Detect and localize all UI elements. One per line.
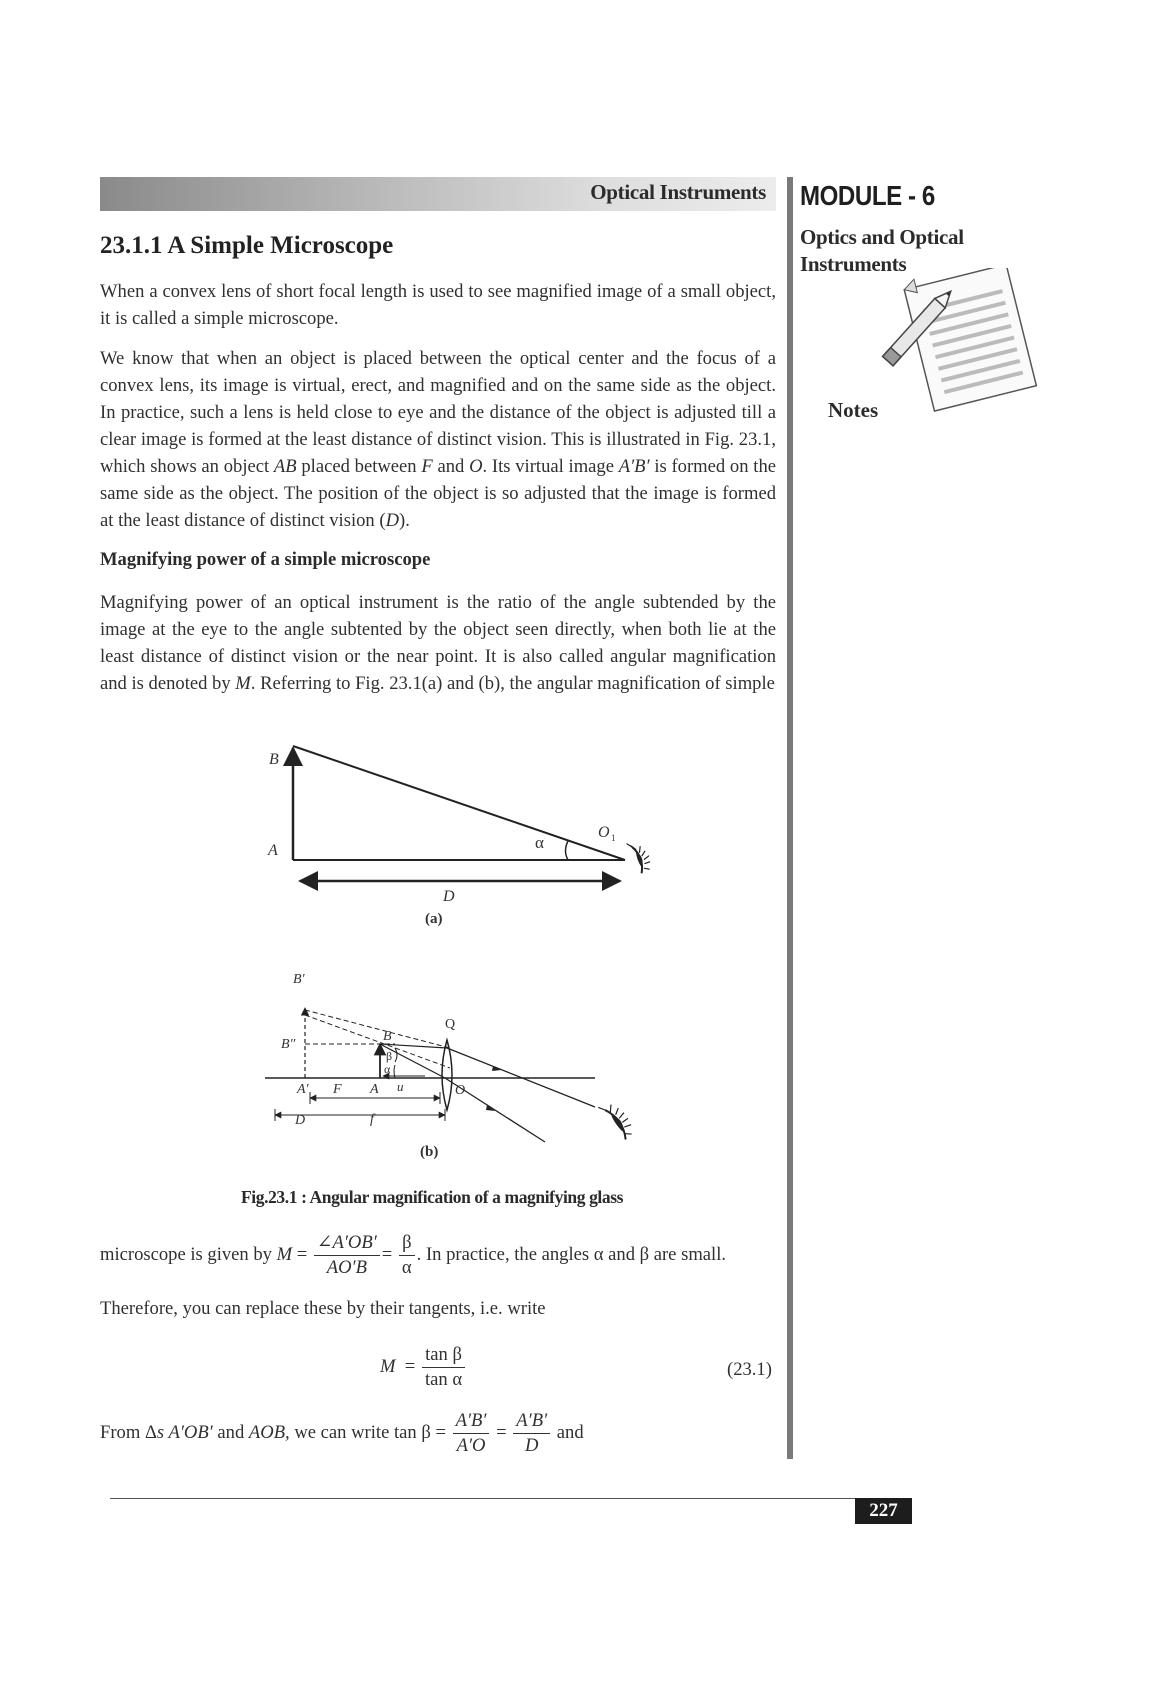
section-title: 23.1.1 A Simple Microscope	[100, 232, 394, 259]
label-a-prime: A′	[297, 1082, 309, 1097]
beta-arc	[395, 1048, 397, 1062]
label-alpha: α	[535, 833, 544, 852]
label-b: B	[383, 1029, 392, 1044]
fraction-tan-ratio: $\frac{\text{tan β}}{\text{tan α}}$	[422, 1344, 465, 1391]
subheading-magnifying-power: Magnifying power of a simple microscope	[100, 549, 431, 570]
paragraph-intro: When a convex lens of short focal length is used to see magnified image of a small object, it is called a simple microscope.	[100, 281, 776, 329]
figure-a-label: (a)	[425, 911, 443, 927]
label-b: B	[269, 751, 279, 768]
fraction-angle-ratio: $\frac{\angle A'OB'}{AO'B}$	[314, 1232, 380, 1279]
label-b-double-prime: B″	[281, 1037, 296, 1052]
running-header-title: Optical Instruments	[590, 180, 766, 204]
label-u: u	[397, 1079, 404, 1094]
label-b-prime: B′	[293, 972, 305, 987]
angle-arc	[566, 841, 569, 860]
label-o1-sub: 1	[611, 833, 616, 843]
ray-line	[293, 746, 625, 860]
label-d: D	[443, 888, 455, 905]
label-a: A	[370, 1082, 379, 1097]
notes-label: Notes	[828, 398, 879, 422]
equation-line-2: Therefore, you can replace these by their tangents, i.e. write	[100, 1298, 546, 1319]
label-beta: β	[386, 1049, 393, 1063]
equation-line-1: microscope is given by M = $\frac{\angle A'OB'}{AO'B}$ = $\frac{\beta}{\alpha}$ . In practice, the angles α and β are small.	[100, 1232, 727, 1278]
paragraph-magnifying-power: Magnifying power of an optical instrument is the ratio of the angle subtended by the image at the eye to the angle subtented by the object seen directly, when both lie at the least distance of distinct vision or the near point. It is also called angular magnification and is denoted by M. Referring to Fig. 23.1(a) and (b), the angular magnification of simple	[100, 592, 776, 694]
figure-b-label: (b)	[420, 1144, 439, 1160]
equation-line-3: From Δs A′OB′ and AOB, we can write tan β = $\frac{A'B'}{A'O}$ = $\frac{A'B'}{D}$ and	[100, 1410, 584, 1456]
label-alpha: α	[384, 1062, 391, 1076]
footer-rule	[110, 1498, 912, 1499]
fraction-beta-alpha: $\frac{\beta}{\alpha}$	[399, 1232, 415, 1279]
module-subtitle-line2: Instruments	[800, 252, 907, 276]
label-o1: O	[598, 824, 610, 841]
virtual-ray-2	[305, 1015, 450, 1068]
figure-b-diagram	[255, 960, 675, 1160]
fraction-tan-beta-1: $\frac{A'B'}{A'O}$	[453, 1410, 490, 1457]
running-header-bar	[100, 177, 776, 211]
paragraph-explanation: We know that when an object is placed between the optical center and the focus of a convex lens, its image is virtual, erect, and magnified and on the same side as the object. In practice, such a lens is held close to eye and the distance of the object is adjusted till a clear image is formed at the least distance of distinct vision. This is illustrated in Fig. 23.1, which shows an object AB placed between F and O. Its virtual image A′B′ is formed on the same side as the object. The position of the object is so adjusted that the image is formed at the least distance of distinct vision (D).	[100, 348, 776, 531]
fraction-tan-beta-2: $\frac{A'B'}{D}$	[513, 1410, 550, 1457]
equation-23-1: M = $\frac{\text{tan β}}{\text{tan α}}$	[380, 1344, 467, 1391]
label-f-length: f	[370, 1112, 374, 1127]
eye-icon	[598, 1097, 637, 1142]
notes-pencil-icon	[870, 268, 1040, 428]
label-a: A	[268, 842, 278, 859]
eye-icon	[627, 838, 654, 875]
figure-caption: Fig.23.1 : Angular magnification of a magnifying glass	[241, 1187, 624, 1207]
label-q: Q	[445, 1017, 456, 1032]
page-number: 227	[855, 1498, 912, 1524]
label-o: O	[455, 1083, 466, 1098]
sidebar-divider	[787, 177, 793, 1459]
module-label: MODULE - 6	[800, 180, 935, 211]
module-subtitle-line1: Optics and Optical	[800, 225, 964, 249]
equation-number: (23.1)	[727, 1359, 772, 1380]
virtual-ray-1	[305, 1010, 450, 1048]
label-f-focus: F	[333, 1082, 342, 1097]
lens-shape	[442, 1040, 452, 1110]
figure-a-diagram	[260, 735, 680, 945]
label-d: D	[295, 1113, 306, 1128]
